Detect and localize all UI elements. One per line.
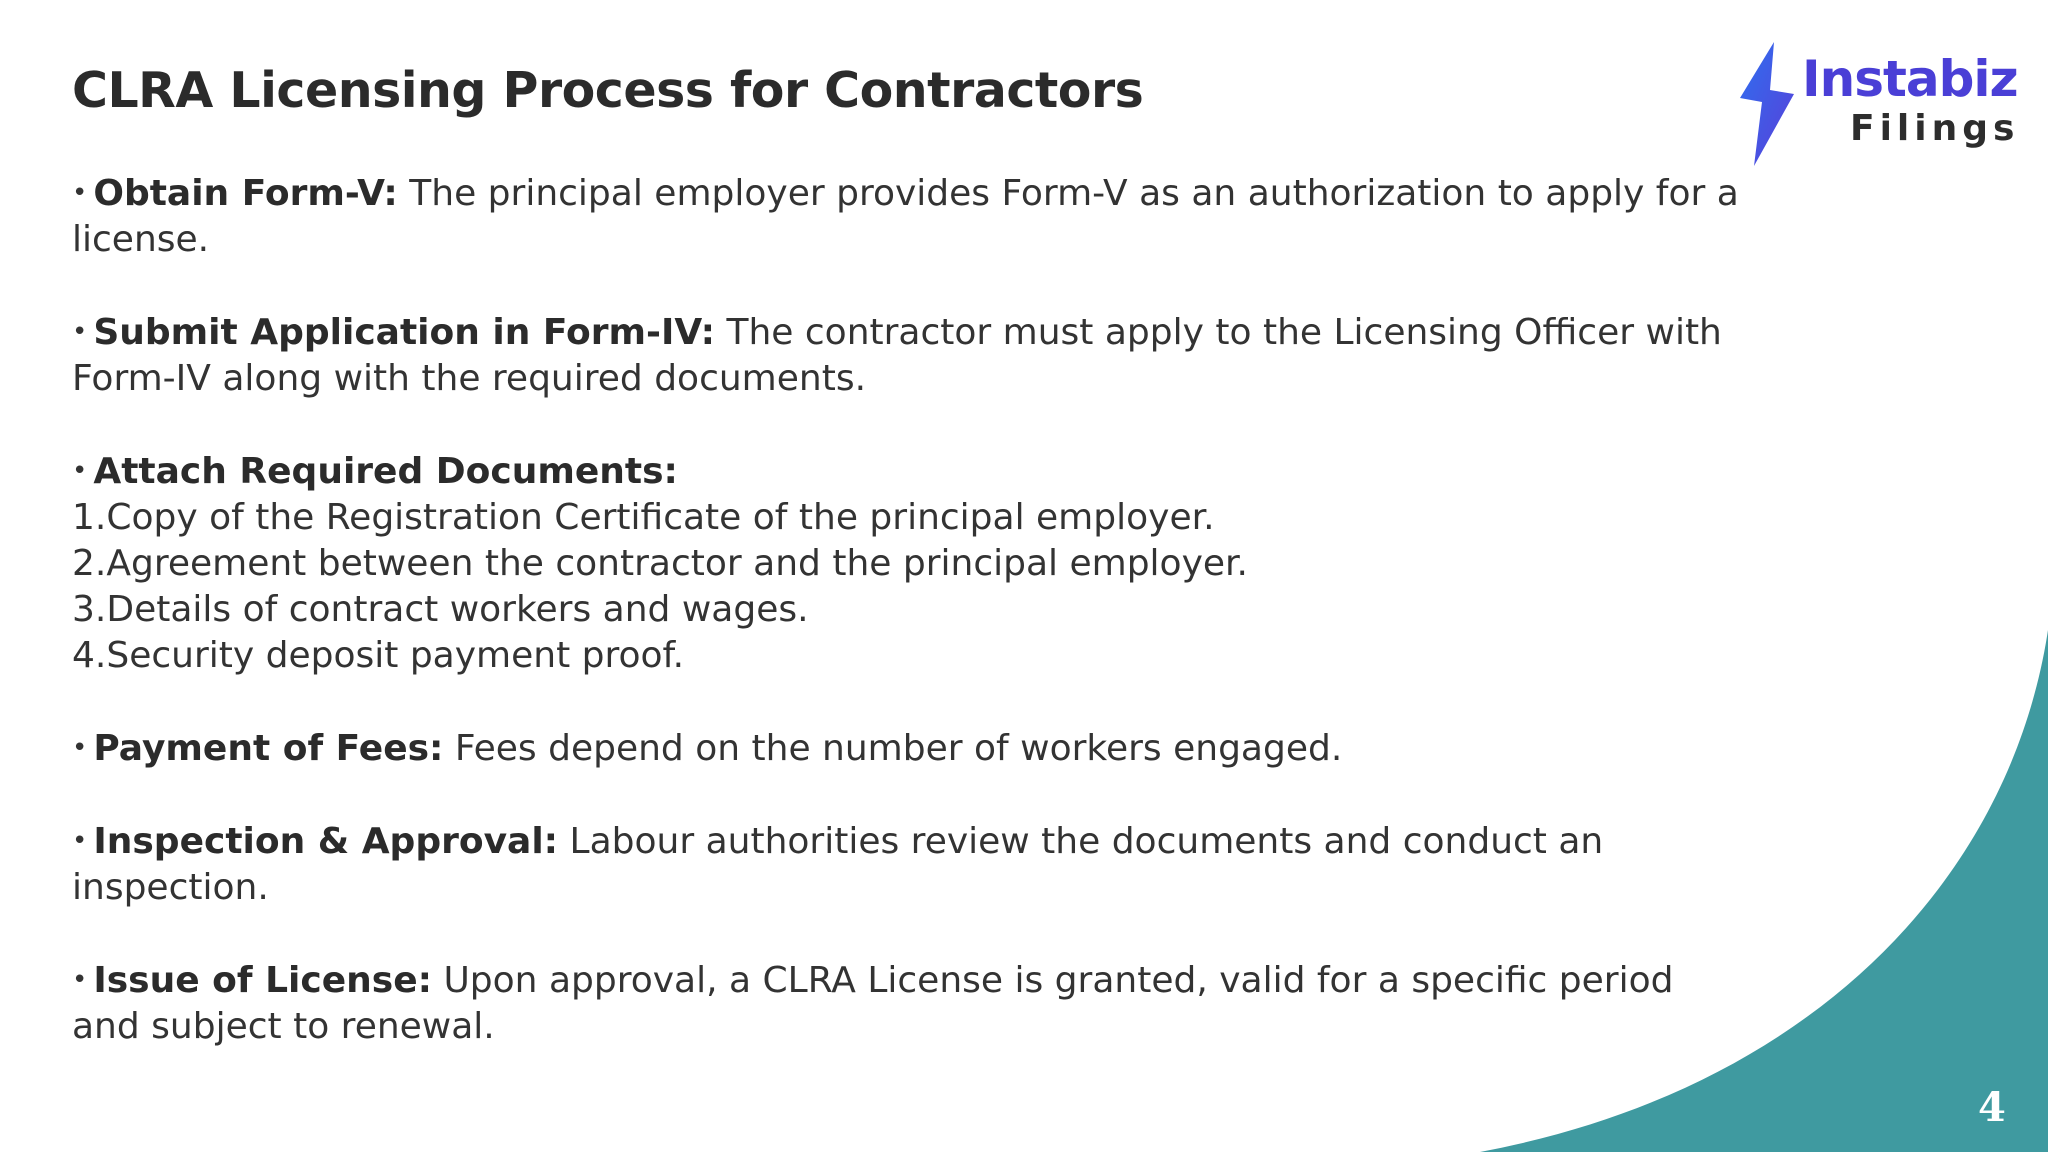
step-paragraph xyxy=(72,309,1752,402)
document-list-item: 2.Agreement between the contractor and the principal employer. xyxy=(72,543,1248,584)
step-paragraph xyxy=(72,448,1752,495)
step-submit-application xyxy=(72,309,1752,402)
brand-logo xyxy=(1732,40,2018,168)
bullet-dot-icon: • xyxy=(72,826,88,856)
step-heading: Issue of License: xyxy=(93,960,433,1001)
bullet-dot-icon: • xyxy=(72,456,88,486)
bullet-dot-icon: • xyxy=(72,317,88,347)
step-paragraph xyxy=(72,818,1752,911)
step-obtain-form-v xyxy=(72,170,1752,263)
document-list-item: 3.Details of contract workers and wages. xyxy=(72,589,809,630)
logo-sub-text: Filings xyxy=(1850,108,2020,149)
bullet-dot-icon: • xyxy=(72,178,88,208)
step-heading: Payment of Fees: xyxy=(93,728,444,769)
step-paragraph xyxy=(72,957,1752,1050)
slide-title: CLRA Licensing Process for Contractors xyxy=(72,62,1144,119)
step-paragraph xyxy=(72,725,1752,772)
bullet-dot-icon: • xyxy=(72,733,88,763)
step-heading: Submit Application in Form-IV: xyxy=(93,312,716,353)
step-heading: Obtain Form-V: xyxy=(93,173,398,214)
logo-brand-text: Instabiz xyxy=(1802,50,2018,108)
step-inspection-approval xyxy=(72,818,1752,911)
step-text: Labour authorities review the documents and conduct an inspection. xyxy=(72,821,1604,908)
step-paragraph xyxy=(72,170,1752,263)
step-payment-of-fees xyxy=(72,725,1752,772)
step-attach-documents xyxy=(72,448,1752,679)
step-text: The contractor must apply to the Licensing Officer with Form-IV along with the required documents. xyxy=(72,312,1722,399)
step-text: The principal employer provides Form-V as an authorization to apply for a license. xyxy=(72,173,1739,260)
page-number: 4 xyxy=(1978,1084,2006,1131)
lightning-bolt-icon xyxy=(1732,40,1802,168)
bullet-dot-icon: • xyxy=(72,965,88,995)
step-heading: Inspection & Approval: xyxy=(93,821,559,862)
step-heading: Attach Required Documents: xyxy=(93,451,678,492)
document-list-item: 1.Copy of the Registration Certificate of the principal employer. xyxy=(72,497,1215,538)
step-text: Upon approval, a CLRA License is granted, valid for a specific period and subject to renewal. xyxy=(72,960,1674,1047)
step-text: Fees depend on the number of workers engaged. xyxy=(443,728,1343,769)
step-issue-of-license xyxy=(72,957,1752,1050)
document-list-item: 4.Security deposit payment proof. xyxy=(72,635,685,676)
process-steps xyxy=(72,170,1752,1096)
